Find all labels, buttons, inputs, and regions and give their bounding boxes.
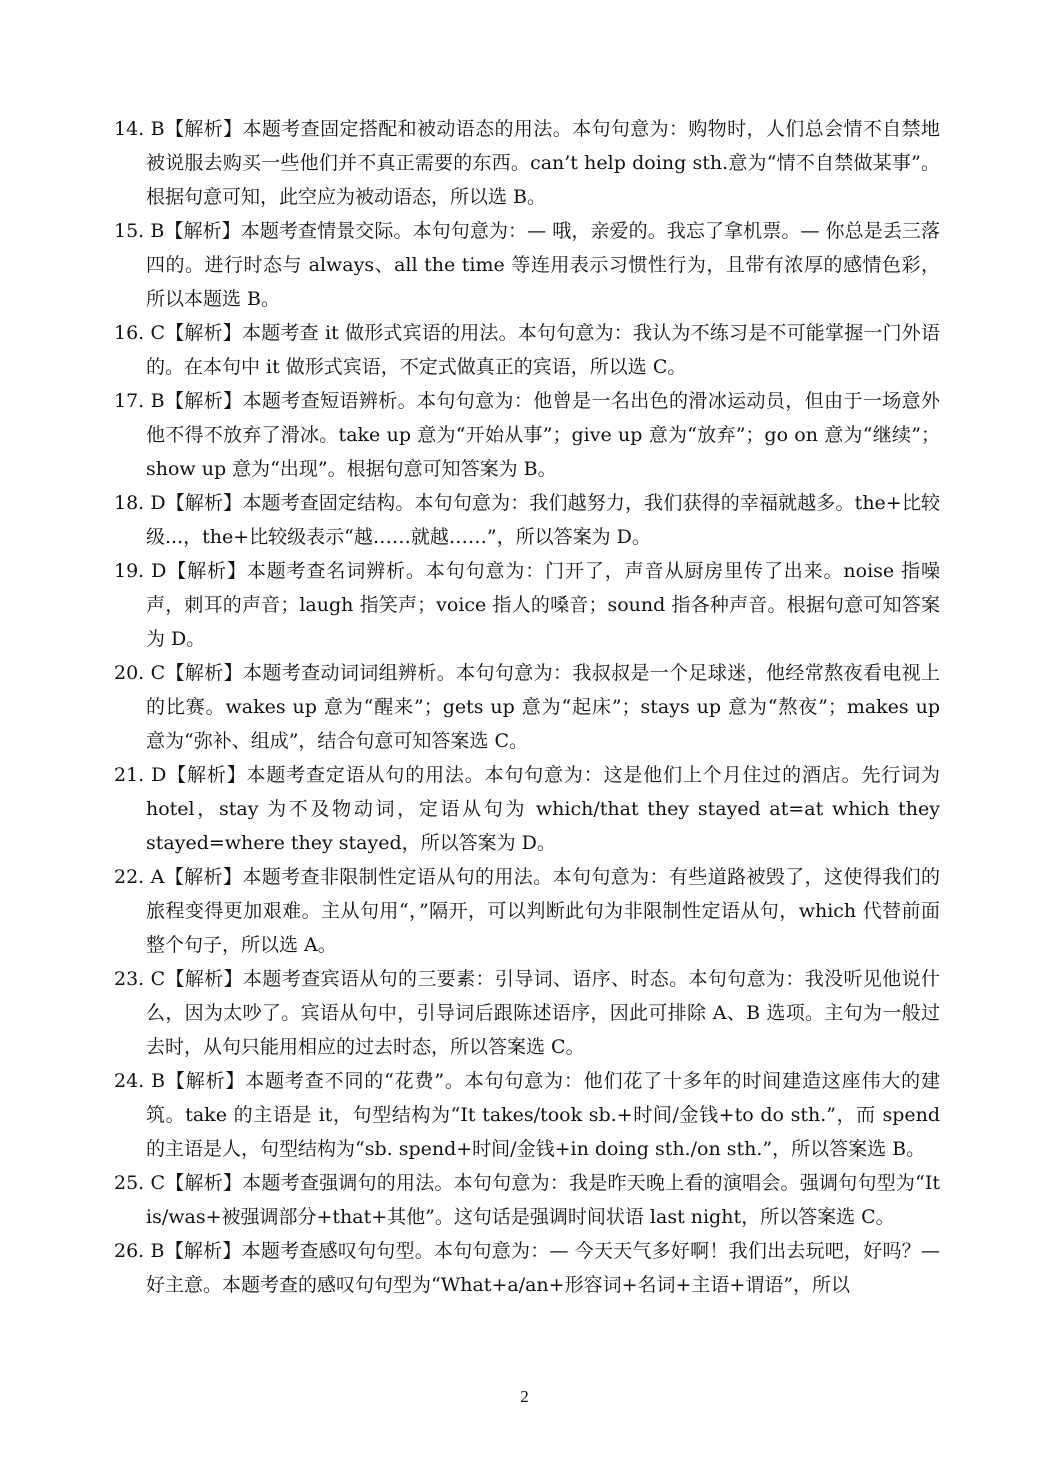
item-number: 15. — [114, 220, 145, 242]
item-number: 21. — [114, 764, 145, 786]
explanation-item-24 — [114, 1064, 940, 1166]
explanation-item-15 — [114, 214, 940, 316]
explanation-text: A【解析】本题考查非限制性定语从句的用法。本句句意为：有些道路被毁了，这使得我们的旅程变得更加艰难。主从句用“，”隔开，可以判断此句为非限制性定语从句，which 代替前面整个句子，所以选 A。 — [146, 866, 940, 956]
explanation-text: B【解析】本题考查短语辨析。本句句意为：他曾是一名出色的滑冰运动员，但由于一场意外他不得不放弃了滑冰。take up 意为“开始从事”；give up 意为“放弃”；go on 意为“继续”；show up 意为“出现”。根据句意可知答案为 B。 — [146, 390, 941, 480]
explanation-item-23 — [114, 962, 940, 1064]
explanation-text: C【解析】本题考查宾语从句的三要素：引导词、语序、时态。本句句意为：我没听见他说什么，因为太吵了。宾语从句中，引导词后跟陈述语序，因此可排除 A、B 选项。主句为一般过去时，从句只能用相应的过去时态，所以答案选 C。 — [146, 968, 940, 1058]
explanation-text: C【解析】本题考查 it 做形式宾语的用法。本句句意为：我认为不练习是不可能掌握一门外语的。在本句中 it 做形式宾语，不定式做真正的宾语，所以选 C。 — [146, 322, 940, 378]
answer-explanations — [114, 112, 940, 1302]
explanation-item-25 — [114, 1166, 940, 1234]
explanation-text: B【解析】本题考查情景交际。本句句意为：— 哦，亲爱的。我忘了拿机票。— 你总是丢三落四的。进行时态与 always、all the time 等连用表示习惯性行为，且带有浓厚的感情色彩，所以本题选 B。 — [146, 220, 941, 310]
item-number: 25. — [114, 1172, 145, 1194]
item-number: 23. — [114, 968, 145, 990]
explanation-text: D【解析】本题考查固定结构。本句句意为：我们越努力，我们获得的幸福就越多。the+比较级...，the+比较级表示“越……就越……”，所以答案为 D。 — [146, 492, 940, 548]
explanation-text: C【解析】本题考查动词词组辨析。本句句意为：我叔叔是一个足球迷，他经常熬夜看电视上的比赛。wakes up 意为“醒来”；gets up 意为“起床”；stays up 意为“熬夜”；makes up 意为“弥补、组成”，结合句意可知答案选 C。 — [146, 662, 940, 752]
item-number: 18. — [114, 492, 145, 514]
explanation-item-18 — [114, 486, 940, 554]
explanation-item-14 — [114, 112, 940, 214]
explanation-item-21 — [114, 758, 940, 860]
item-number: 22. — [114, 866, 145, 888]
explanation-text: B【解析】本题考查感叹句句型。本句句意为：— 今天天气多好啊！我们出去玩吧，好吗？— 好主意。本题考查的感叹句句型为“What+a/an+形容词+名词+主语+谓语”，所以 — [146, 1240, 940, 1296]
explanation-text: D【解析】本题考查定语从句的用法。本句句意为：这是他们上个月住过的酒店。先行词为 hotel，stay 为不及物动词，定语从句为 which/that they stayed at=at which they stayed=where they stayed，所以答案为 D。 — [146, 764, 940, 854]
item-number: 14. — [114, 118, 145, 140]
explanation-item-22 — [114, 860, 940, 962]
explanation-item-16 — [114, 316, 940, 384]
item-number: 26. — [114, 1240, 145, 1262]
explanation-text: C【解析】本题考查强调句的用法。本句句意为：我是昨天晚上看的演唱会。强调句句型为“It is/was+被强调部分+that+其他”。这句话是强调时间状语 last night，所以答案选 C。 — [146, 1172, 940, 1228]
explanation-item-20 — [114, 656, 940, 758]
explanation-text: B【解析】本题考查固定搭配和被动语态的用法。本句句意为：购物时，人们总会情不自禁地被说服去购买一些他们并不真正需要的东西。can’t help doing sth.意为“情不自禁做某事”。根据句意可知，此空应为被动语态，所以选 B。 — [146, 118, 941, 208]
explanation-text: B【解析】本题考查不同的“花费”。本句句意为：他们花了十多年的时间建造这座伟大的建筑。take 的主语是 it，句型结构为“It takes/took sb.+时间/金钱+to do sth.”，而 spend 的主语是人，句型结构为“sb. spend+时间/金钱+in doing sth./on sth.”，所以答案选 B。 — [146, 1070, 940, 1160]
item-number: 19. — [114, 560, 145, 582]
explanation-item-17 — [114, 384, 940, 486]
page-number: 2 — [520, 1387, 529, 1406]
item-number: 16. — [114, 322, 145, 344]
explanation-item-19 — [114, 554, 940, 656]
item-number: 24. — [114, 1070, 145, 1092]
explanation-text: D【解析】本题考查名词辨析。本句句意为：门开了，声音从厨房里传了出来。noise 指噪声，刺耳的声音；laugh 指笑声；voice 指人的嗓音；sound 指各种声音。根据句意可知答案为 D。 — [146, 560, 940, 650]
item-number: 17. — [114, 390, 145, 412]
item-number: 20. — [114, 662, 145, 684]
explanation-item-26 — [114, 1234, 940, 1302]
